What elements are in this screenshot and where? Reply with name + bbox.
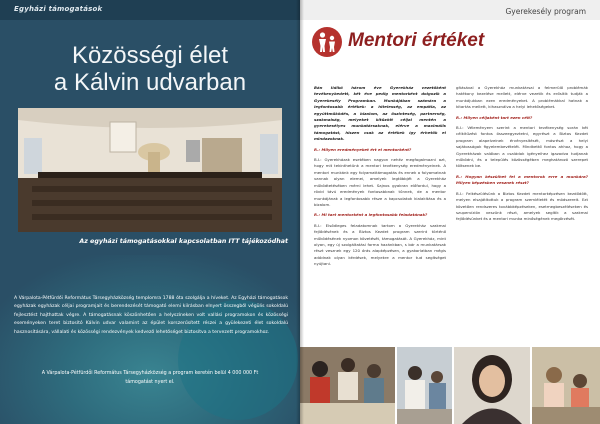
interview-answer: gításával a Gyerekház munkatársai a felmerülő problémák hatékony kezelése mellett, elérve vezetik és erősítik tudják a munkájukban ezen eredményeket. A problémákkal hatnak a kitartás mellett, kihasználva a helyi lehetőségeket. — [456, 85, 588, 110]
mentor-portrait-photo — [454, 347, 530, 424]
intro-paragraph: A Várpalota-Pétfürdői Református Társegyházközség templomra 1788 óta szolgálja a híveket. Az Egyházi támogatások egyházak egyházak céljai programjait és berendezését támogató elemi kiírásban elnyert összegből végülis sokoldalú fejlesztést hajthattak végre. A támogatásnak köszönhetően a helyszíneken volt vallási programokon és közösségi eseményeken teret biztosító Kálvin udvar valamint az épület korszerűsített részei a gyülekezeti élet sokoldalú hasznosítására, vállalati és közösségi rendezvények kedvező lehetőséget biztosítva a tervezett programokhoz. — [14, 296, 288, 335]
interview-answer: B.I.: Elsődleges feladatomnak tartom a Gyerekház szakmai fejlődésének és a Biztos Kezdet program szerint történő működésének nyomon követését, támogatását. A Gyerekház, mint olyan, egy új szolgáltatási forma hazánkban, s bár a munkatársak részt vesznek egy 120 órás alapképzésen, a gyakorlatban mégis adódnak olyan kérdések, melyekre a mentor tud segítséget nyújtani. — [314, 222, 446, 267]
workshop-photo — [397, 347, 452, 424]
program-logo-icon — [312, 27, 342, 57]
interview-question: R.: Hogyan készülhet fel a mentorok erre a munkára? Milyen képzésben vesznek részt? — [456, 173, 588, 186]
section-label: Egyházi támogatások — [14, 5, 103, 13]
article-headline: Mentori értéket — [348, 30, 485, 51]
right-page — [300, 0, 600, 424]
photo-strip — [300, 347, 600, 424]
body-column-2 — [456, 85, 588, 227]
title-line-1: Közösségi élet — [71, 42, 229, 69]
children-activity-photo — [532, 347, 600, 424]
title-line-2: a Kálvin udvarban — [53, 69, 247, 96]
interview-answer: B.I.: Gyerekházak esetében nagyon nehéz megfogalmazni azt, hogy mit tekinthetünk a mentori tevékenység eredményeinek. A mentori munkánk egy folyamattámogatás és ennek a folyamatnak vannak olyan elemei, amelyek legtöbbjét a Gyerekház működtetésében mérni lehet. Sajnos gyakran előfordul, hogy a rövid távú eredmények fontosabbnak tűnnek, de a mentor munkájának a legfontosabb része a kapcsolatok kialakítása és a bizalom. — [314, 157, 446, 207]
lead-paragraph: Bán Ildikó három éve Gyerekház vezetőként tevékenykedett, két éve pedig mentorként dolgozik a Gyerekesély Programban. Munkájában számára a legfontosabb értékek: a hitelesség, az empátia, az együttműködés, a bizalom, az őszinteség, partnerség, szakmaiság, melyeket kitűzött céljai mentén a gyerekesélyes munkatársaknak, elérve a maximális támogatást, hiszen csak az értékek így érhetők el mindazoknak. — [314, 85, 446, 142]
page-gutter — [296, 0, 304, 424]
interview-answer: B.I.: Felkészülésünk a Biztos Kezdet mentorképzésen kezdődött, melyen elsajátítottuk a program szemléletét és módszereit. Ezt követően rendszeres továbbképzéseken, esetmegbeszéléseken és szupervízión veszünk részt, amelyek segítik a szakmai fejlődésünket és a mentori munka minőségének megőrzését. — [456, 190, 588, 222]
interview-question: R.: Mi tart mentorként a legfontosabb feladatának? — [314, 212, 428, 218]
interview-question: R.: Milyen eredményeket ért el mentorként? — [314, 146, 412, 152]
group-meeting-photo — [300, 347, 395, 424]
church-interior-photo — [18, 108, 282, 232]
program-label: Gyerekesély program — [505, 7, 586, 16]
article-title — [30, 42, 270, 96]
body-column-1 — [314, 85, 446, 272]
interview-answer: B.I.: Véleményem szerint a mentori tevékenység során két célkitűzést fontos összeegyeztetni, egyrészt a Biztos Kezdet program alapelveinek érvényesítését, másrészt a helyi sajátosságok figyelembevételét. Mindkettő fontos ahhoz, hogy a Gyerekházak valóban a családok igényeihez igazodva tudjanak működni, és a település közösségében meghatározó szerepet töltsenek be. — [456, 125, 588, 169]
funding-statement: A Várpalota-Pétfürdői Református Társegyházközség a program keretén belül 4 000 000 Ft támogatást nyert el. — [41, 371, 259, 385]
interview-question: R.: Milyen céljaként tart ezen célt? — [456, 114, 533, 120]
photo-caption: Az egyházi támogatásokkal kapcsolatban ITT tájékozódhat — [79, 238, 288, 245]
